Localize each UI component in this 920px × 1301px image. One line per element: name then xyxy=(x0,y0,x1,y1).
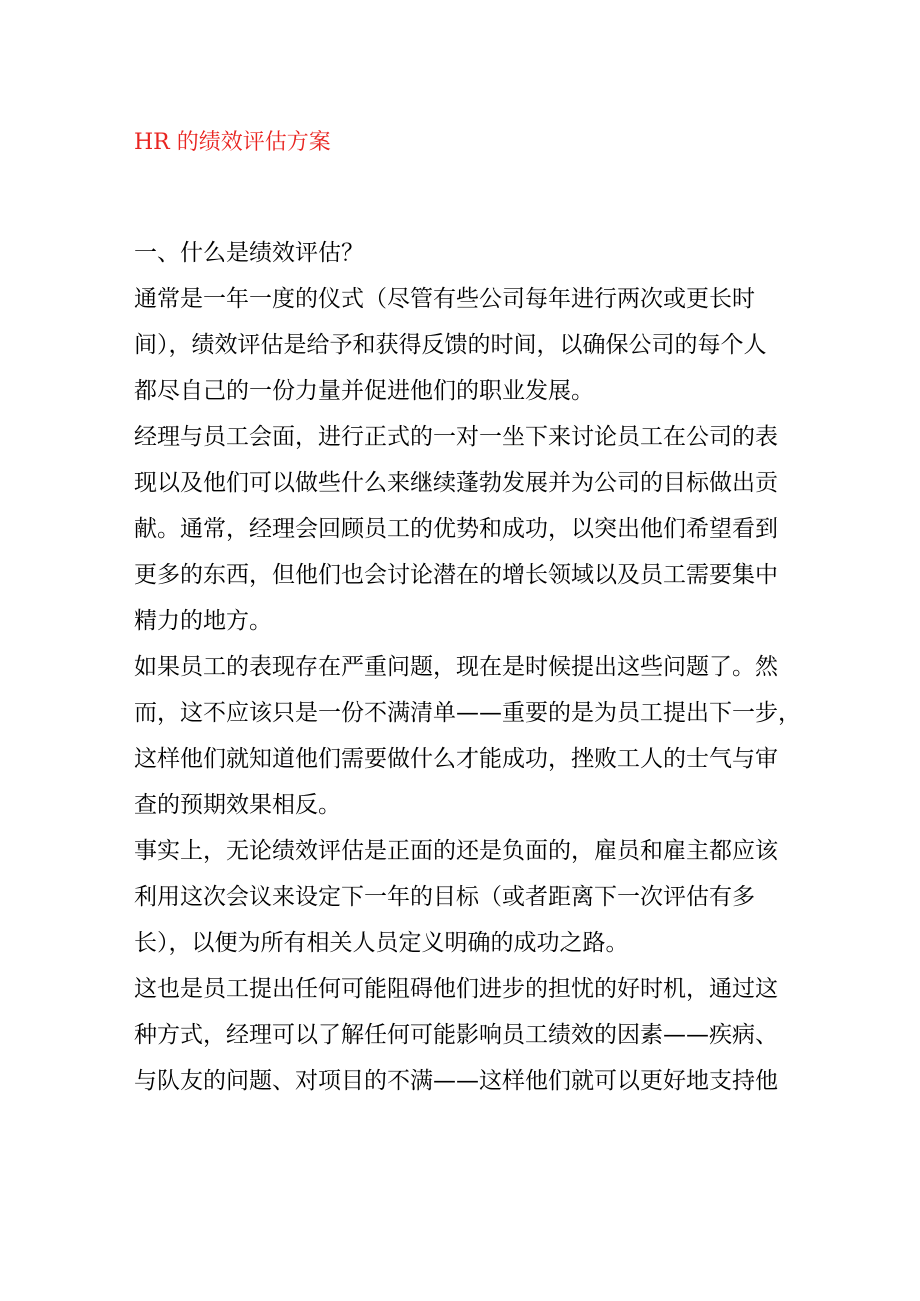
text-line: 现以及他们可以做些什么来继续蓬勃发展并为公司的目标做出贡 xyxy=(134,470,778,496)
text-line: 而，这不应该只是一份不满清单——重要的是为员工提出下一步， xyxy=(134,700,801,726)
text-line: 通常是一年一度的仪式（尽管有些公司每年进行两次或更长时 xyxy=(134,286,755,312)
text-line: 间），绩效评估是给予和获得反馈的时间，以确保公司的每个人 xyxy=(134,332,767,358)
paragraph-1 xyxy=(134,276,794,414)
paragraph-2 xyxy=(134,414,794,644)
paragraph-4 xyxy=(134,828,794,966)
text-line: 这也是员工提出任何可能阻碍他们进步的担忧的好时机，通过这 xyxy=(134,976,778,1002)
paragraph-5 xyxy=(134,966,794,1104)
text-line: 查的预期效果相反。 xyxy=(134,792,341,818)
text-line: 利用这次会议来设定下一年的目标（或者距离下一次评估有多 xyxy=(134,884,755,910)
text-line: 事实上，无论绩效评估是正面的还是负面的，雇员和雇主都应该 xyxy=(134,838,778,864)
text-line: 如果员工的表现存在严重问题，现在是时候提出这些问题了。然 xyxy=(134,654,778,680)
text-line: 与队友的问题、对项目的不满——这样他们就可以更好地支持他 xyxy=(134,1068,778,1094)
text-line: 更多的东西，但他们也会讨论潜在的增长领域以及员工需要集中 xyxy=(134,562,778,588)
text-line: 都尽自己的一份力量并促进他们的职业发展。 xyxy=(134,378,594,404)
text-line: 精力的地方。 xyxy=(134,608,272,634)
text-line: 长），以便为所有相关人员定义明确的成功之路。 xyxy=(134,930,629,956)
text-line: 种方式，经理可以了解任何可能影响员工绩效的因素——疾病、 xyxy=(134,1022,778,1048)
text-line: 经理与员工会面，进行正式的一对一坐下来讨论员工在公司的表 xyxy=(134,424,778,450)
text-line: 献。通常，经理会回顾员工的优势和成功，以突出他们希望看到 xyxy=(134,516,778,542)
document-body xyxy=(134,230,801,1104)
section-heading: 一、什么是绩效评估？ xyxy=(134,240,364,266)
document-title: HR 的绩效评估方案 xyxy=(134,130,331,155)
paragraph-3 xyxy=(134,644,801,828)
text-line: 这样他们就知道他们需要做什么才能成功，挫败工人的士气与审 xyxy=(134,746,778,772)
